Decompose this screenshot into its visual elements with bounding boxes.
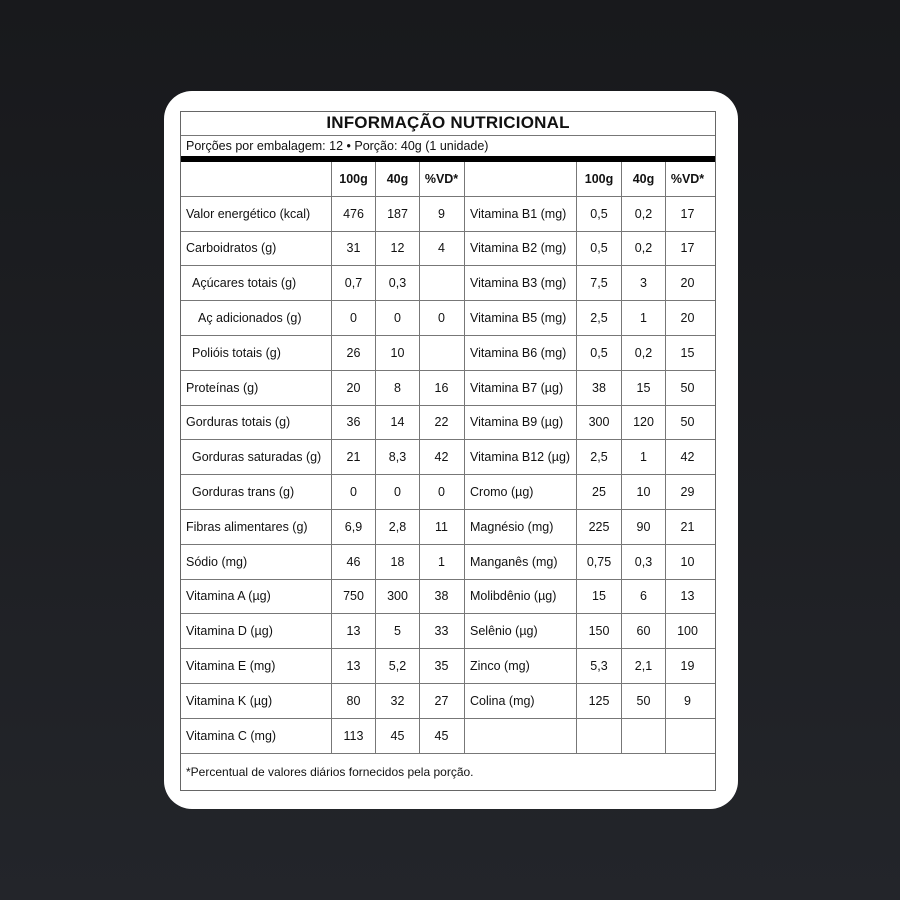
table-row: [465, 580, 715, 615]
table-row: [181, 719, 464, 754]
value-100g: 5,3: [576, 649, 621, 683]
table-row: [181, 614, 464, 649]
table-row: [181, 336, 464, 371]
nutrient-name: Vitamina E (mg): [186, 659, 276, 674]
value-100g: 113: [331, 719, 375, 753]
table-row: [181, 197, 464, 232]
value-100g: 0,5: [576, 336, 621, 370]
value-vd: 45: [419, 719, 463, 753]
value-40g: 3: [621, 266, 665, 300]
value-100g: 38: [576, 371, 621, 405]
value-40g: 50: [621, 684, 665, 718]
table-row: [181, 475, 464, 510]
value-vd: 38: [419, 580, 463, 614]
nutrient-name: Aç adicionados (g): [198, 311, 302, 326]
nutrient-name: Vitamina A (µg): [186, 589, 271, 604]
table-row: [181, 371, 464, 406]
table-row: [465, 475, 715, 510]
nutrient-name: Manganês (mg): [470, 554, 558, 569]
table-row: [465, 371, 715, 406]
table-row: [181, 649, 464, 684]
value-100g: 0,5: [576, 232, 621, 266]
table-row: [465, 406, 715, 441]
value-40g: 0,2: [621, 197, 665, 231]
table-row: [465, 336, 715, 371]
value-40g: 0: [375, 475, 419, 509]
table-row: [181, 545, 464, 580]
nutrient-name: [465, 719, 576, 753]
nutrient-name: Vitamina B3 (mg): [470, 276, 567, 291]
nutrient-name: Selênio (µg): [470, 624, 538, 639]
right-column: [464, 162, 715, 754]
value-100g: 13: [331, 649, 375, 683]
nutrient-name: Vitamina C (mg): [186, 728, 277, 743]
nutrient-name: Vitamina D (µg): [186, 624, 273, 639]
value-40g: 0,2: [621, 336, 665, 370]
value-100g: 0,5: [576, 197, 621, 231]
value-100g: 15: [576, 580, 621, 614]
nutrient-name: Cromo (µg): [470, 485, 534, 500]
value-40g: 2,8: [375, 510, 419, 544]
table-row: [181, 580, 464, 615]
nutrient-name: Vitamina B6 (mg): [470, 345, 567, 360]
value-40g: 14: [375, 406, 419, 440]
value-40g: 1: [621, 440, 665, 474]
nutrient-name: Vitamina B9 (µg): [470, 415, 564, 430]
header-vd: %VD*: [419, 162, 463, 196]
value-100g: 300: [576, 406, 621, 440]
value-40g: 300: [375, 580, 419, 614]
value-100g: 0,7: [331, 266, 375, 300]
value-100g: 2,5: [576, 301, 621, 335]
value-40g: 15: [621, 371, 665, 405]
value-vd: 42: [419, 440, 463, 474]
value-vd: 16: [419, 371, 463, 405]
nutrition-label: [180, 111, 716, 791]
nutrient-name: Vitamina B1 (mg): [470, 206, 567, 221]
value-40g: 120: [621, 406, 665, 440]
table-row: [181, 684, 464, 719]
table-header-row: [181, 162, 464, 197]
nutrient-name: Vitamina B12 (µg): [470, 450, 571, 465]
value-100g: 36: [331, 406, 375, 440]
table-row: [465, 649, 715, 684]
value-vd: 50: [665, 371, 709, 405]
left-column: [181, 162, 464, 754]
value-40g: 1: [621, 301, 665, 335]
nutrition-table: [181, 162, 715, 754]
value-vd: 33: [419, 614, 463, 648]
value-100g: 7,5: [576, 266, 621, 300]
value-vd: [419, 336, 463, 370]
nutrient-name: Vitamina B7 (µg): [470, 380, 564, 395]
header-100g: 100g: [331, 162, 375, 196]
nutrient-name: Carboidratos (g): [186, 241, 277, 256]
value-vd: 22: [419, 406, 463, 440]
value-100g: 46: [331, 545, 375, 579]
value-vd: 10: [665, 545, 709, 579]
value-40g: 6: [621, 580, 665, 614]
value-100g: 6,9: [331, 510, 375, 544]
table-row: [465, 719, 715, 754]
value-40g: 8,3: [375, 440, 419, 474]
nutrient-name: Zinco (mg): [470, 659, 530, 674]
value-vd: 20: [665, 266, 709, 300]
value-vd: 21: [665, 510, 709, 544]
value-100g: [576, 719, 621, 753]
nutrition-card: [164, 91, 738, 809]
value-40g: 10: [375, 336, 419, 370]
value-40g: 0,2: [621, 232, 665, 266]
header-name: [181, 162, 331, 196]
nutrient-name: Fibras alimentares (g): [186, 519, 308, 534]
table-row: [465, 614, 715, 649]
nutrient-name: Vitamina B5 (mg): [470, 311, 567, 326]
value-100g: 26: [331, 336, 375, 370]
value-vd: 13: [665, 580, 709, 614]
nutrient-name: Molibdênio (µg): [470, 589, 557, 604]
table-row: [181, 406, 464, 441]
table-row: [465, 684, 715, 719]
value-40g: 10: [621, 475, 665, 509]
header-40g: 40g: [621, 162, 665, 196]
value-100g: 0: [331, 301, 375, 335]
value-vd: [419, 266, 463, 300]
nutrient-name: Vitamina B2 (mg): [470, 241, 567, 256]
label-title: INFORMAÇÃO NUTRICIONAL: [181, 112, 715, 136]
nutrient-name: Açúcares totais (g): [192, 276, 297, 291]
value-100g: 21: [331, 440, 375, 474]
value-100g: 0: [331, 475, 375, 509]
value-100g: 225: [576, 510, 621, 544]
nutrient-name: Gorduras saturadas (g): [192, 450, 322, 465]
value-100g: 31: [331, 232, 375, 266]
value-vd: 20: [665, 301, 709, 335]
table-row: [465, 232, 715, 267]
value-100g: 750: [331, 580, 375, 614]
nutrient-name: Sódio (mg): [186, 554, 248, 569]
header-name: [465, 162, 576, 196]
value-40g: 187: [375, 197, 419, 231]
value-vd: 35: [419, 649, 463, 683]
value-vd: 100: [665, 614, 709, 648]
table-row: [465, 545, 715, 580]
value-vd: 9: [419, 197, 463, 231]
value-40g: 45: [375, 719, 419, 753]
value-vd: [665, 719, 709, 753]
nutrient-name: Magnésio (mg): [470, 519, 554, 534]
nutrient-name: Gorduras trans (g): [192, 485, 295, 500]
value-40g: 5: [375, 614, 419, 648]
value-vd: 27: [419, 684, 463, 718]
value-40g: [621, 719, 665, 753]
value-100g: 150: [576, 614, 621, 648]
nutrient-name: Vitamina K (µg): [186, 693, 273, 708]
portion-info: Porções por embalagem: 12 • Porção: 40g (1 unidade): [181, 136, 715, 162]
value-vd: 29: [665, 475, 709, 509]
value-40g: 2,1: [621, 649, 665, 683]
value-vd: 11: [419, 510, 463, 544]
value-vd: 19: [665, 649, 709, 683]
value-vd: 1: [419, 545, 463, 579]
table-row: [465, 440, 715, 475]
value-40g: 32: [375, 684, 419, 718]
value-40g: 8: [375, 371, 419, 405]
value-vd: 50: [665, 406, 709, 440]
value-vd: 0: [419, 301, 463, 335]
footnote: *Percentual de valores diários fornecidos pela porção.: [186, 764, 474, 779]
table-row: [181, 510, 464, 545]
value-100g: 13: [331, 614, 375, 648]
value-100g: 0,75: [576, 545, 621, 579]
value-100g: 20: [331, 371, 375, 405]
value-100g: 2,5: [576, 440, 621, 474]
table-row: [465, 266, 715, 301]
value-vd: 17: [665, 197, 709, 231]
header-100g: 100g: [576, 162, 621, 196]
value-40g: 0: [375, 301, 419, 335]
table-row: [465, 301, 715, 336]
value-100g: 476: [331, 197, 375, 231]
table-row: [465, 510, 715, 545]
value-100g: 125: [576, 684, 621, 718]
nutrient-name: Polióis totais (g): [192, 345, 281, 360]
value-40g: 12: [375, 232, 419, 266]
nutrient-name: Valor energético (kcal): [186, 206, 311, 221]
value-100g: 25: [576, 475, 621, 509]
value-vd: 15: [665, 336, 709, 370]
value-100g: 80: [331, 684, 375, 718]
nutrient-name: Gorduras totais (g): [186, 415, 291, 430]
value-vd: 4: [419, 232, 463, 266]
table-row: [181, 266, 464, 301]
table-header-row: [465, 162, 715, 197]
value-vd: 0: [419, 475, 463, 509]
table-row: [181, 440, 464, 475]
value-40g: 90: [621, 510, 665, 544]
nutrient-name: Proteínas (g): [186, 380, 259, 395]
value-40g: 60: [621, 614, 665, 648]
value-40g: 5,2: [375, 649, 419, 683]
table-row: [465, 197, 715, 232]
value-vd: 42: [665, 440, 709, 474]
value-40g: 18: [375, 545, 419, 579]
header-40g: 40g: [375, 162, 419, 196]
value-40g: 0,3: [375, 266, 419, 300]
table-row: [181, 232, 464, 267]
table-row: [181, 301, 464, 336]
value-vd: 17: [665, 232, 709, 266]
header-vd: %VD*: [665, 162, 709, 196]
value-40g: 0,3: [621, 545, 665, 579]
nutrient-name: Colina (mg): [470, 693, 535, 708]
value-vd: 9: [665, 684, 709, 718]
